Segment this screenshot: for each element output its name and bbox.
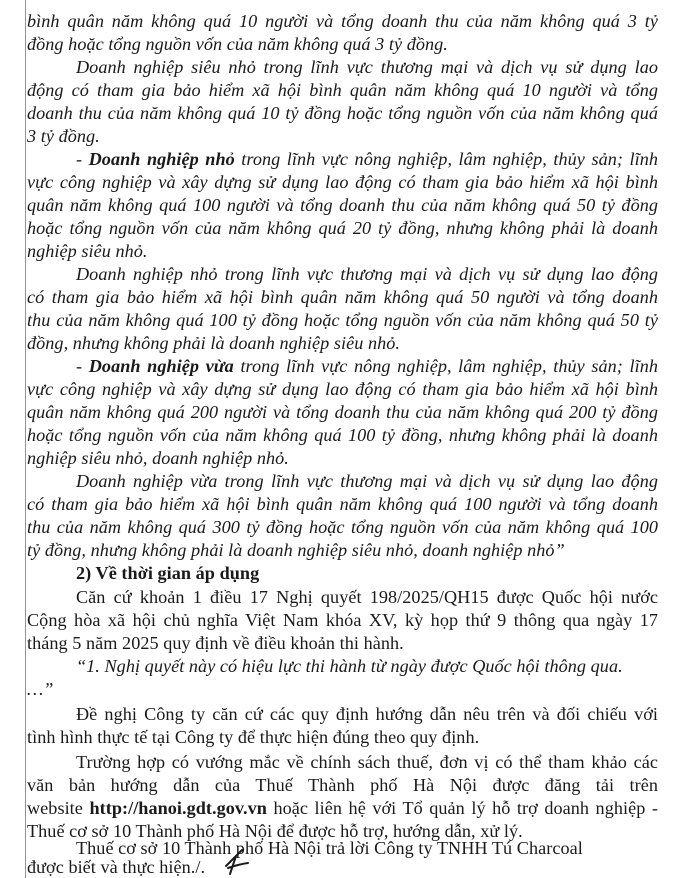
paragraph-line: Doanh nghiệp vừa trong lĩnh vực thương mại và dịch vụ sử dụng lao động [76, 471, 658, 491]
term-medium-enterprise: Doanh nghiệp vừa [88, 356, 234, 376]
list-dash: - [76, 356, 89, 376]
line-rest: trong lĩnh vực nông nghiệp, lâm nghiệp, thủy sản; lĩnh [234, 149, 658, 169]
signature-mark-icon [222, 846, 252, 876]
paragraph-line: nghiệp siêu nhỏ, doanh nghiệp nhỏ. [27, 448, 289, 468]
paragraph-line: đồng hoặc tổng nguồn vốn của năm không quá 3 tỷ đồng. [27, 34, 448, 54]
scan-margin-line [25, 0, 26, 878]
line-prefix: website [27, 798, 90, 818]
website-link[interactable]: http://hanoi.gdt.gov.vn [89, 798, 267, 818]
paragraph-line: Doanh nghiệp nhỏ trong lĩnh vực thương mại và dịch vụ sử dụng lao động [76, 264, 658, 284]
paragraph-line: 3 tỷ đồng. [27, 126, 100, 146]
paragraph-line: tỷ đồng, nhưng không phải là doanh nghiệp siêu nhỏ, doanh nghiệp nhỏ” [27, 540, 565, 560]
paragraph-line: Thuế cơ sở 10 Thành phố Hà Nội trả lời Công ty TNHH Tú Charcoal [76, 838, 583, 858]
paragraph-line: hoặc tổng nguồn vốn của năm không quá 20 tỷ đồng, nhưng không phải là doanh [27, 218, 658, 238]
paragraph-line: vực công nghiệp và xây dựng sử dụng lao động có tham gia bảo hiểm xã hội bình [27, 172, 658, 192]
paragraph-line: Doanh nghiệp siêu nhỏ trong lĩnh vực thương mại và dịch vụ sử dụng lao [76, 57, 658, 77]
paragraph-line: bình quân năm không quá 10 người và tổng doanh thu của năm không quá 3 tỷ [27, 11, 658, 31]
paragraph-line: Cộng hòa xã hội chủ nghĩa Việt Nam khóa XV, kỳ họp thứ 9 thông qua ngày 17 [27, 610, 658, 630]
paragraph-line: có tham gia bảo hiểm xã hội bình quân năm không quá 100 người và tổng doanh [27, 494, 658, 514]
paragraph-line: được biết và thực hiện./. [27, 857, 206, 877]
section-heading: 2) Về thời gian áp dụng [76, 563, 260, 583]
paragraph-line: văn bản hướng dẫn của Thuế Thành phố Hà Nội được đăng tải trên [27, 775, 658, 795]
paragraph-line: động có tham gia bảo hiểm xã hội bình quân năm không quá 10 người và tổng [27, 80, 658, 100]
paragraph-line [27, 797, 658, 819]
term-small-enterprise: Doanh nghiệp nhỏ [88, 149, 235, 169]
paragraph-line: thu của năm không quá 100 tỷ đồng hoặc tổng nguồn vốn của năm không quá 50 tỷ [27, 310, 658, 330]
quote-line: “1. Nghị quyết này có hiệu lực thi hành từ ngày được Quốc hội thông qua. [76, 656, 623, 676]
paragraph-line: Đề nghị Công ty căn cứ các quy định hướng dẫn nêu trên và đối chiếu với [76, 704, 658, 724]
line-rest: trong lĩnh vực nông nghiệp, lâm nghiệp, thủy sản; lĩnh [233, 356, 658, 376]
paragraph-line [76, 148, 658, 170]
paragraph-line: doanh thu của năm không quá 10 tỷ đồng hoặc tổng nguồn vốn của năm không quá [27, 103, 658, 123]
list-dash: - [76, 149, 89, 169]
paragraph-line [76, 355, 658, 377]
paragraph-line: tháng 5 năm 2025 quy định về điều khoản thi hành. [27, 633, 404, 653]
paragraph-line: vực công nghiệp và xây dựng sử dụng lao động có tham gia bảo hiểm xã hội bình [27, 379, 658, 399]
paragraph-line: thu của năm không quá 300 tỷ đồng hoặc tổng nguồn vốn của năm không quá 100 [27, 517, 658, 537]
paragraph-line: nghiệp siêu nhỏ. [27, 241, 148, 261]
paragraph-line: có tham gia bảo hiểm xã hội bình quân năm không quá 50 người và tổng doanh [27, 287, 658, 307]
quote-line: …” [27, 679, 54, 699]
paragraph-line: đồng, nhưng không phải là doanh nghiệp siêu nhỏ. [27, 333, 401, 353]
paragraph-line: Thuế cơ sở 10 Thành phố Hà Nội để được hỗ trợ, hướng dẫn, xử lý. [27, 821, 523, 841]
line-rest: hoặc liên hệ với Tổ quản lý hỗ trợ doanh nghiệp - [266, 798, 658, 818]
paragraph-line: Trường hợp có vướng mắc về chính sách thuế, đơn vị có thể tham khảo các [76, 752, 658, 772]
paragraph-line: tình hình thực tế tại Công ty để thực hiện đúng theo quy định. [27, 727, 480, 747]
paragraph-line: quân năm không quá 200 người và tổng doanh thu của năm không quá 200 tỷ đồng [27, 402, 658, 422]
paragraph-line: quân năm không quá 100 người và tổng doanh thu của năm không quá 50 tỷ đồng [27, 195, 658, 215]
paragraph-line: Căn cứ khoản 1 điều 17 Nghị quyết 198/2025/QH15 được Quốc hội nước [76, 587, 658, 607]
paragraph-line: hoặc tổng nguồn vốn của năm không quá 100 tỷ đồng, nhưng không phải là doanh [27, 425, 658, 445]
